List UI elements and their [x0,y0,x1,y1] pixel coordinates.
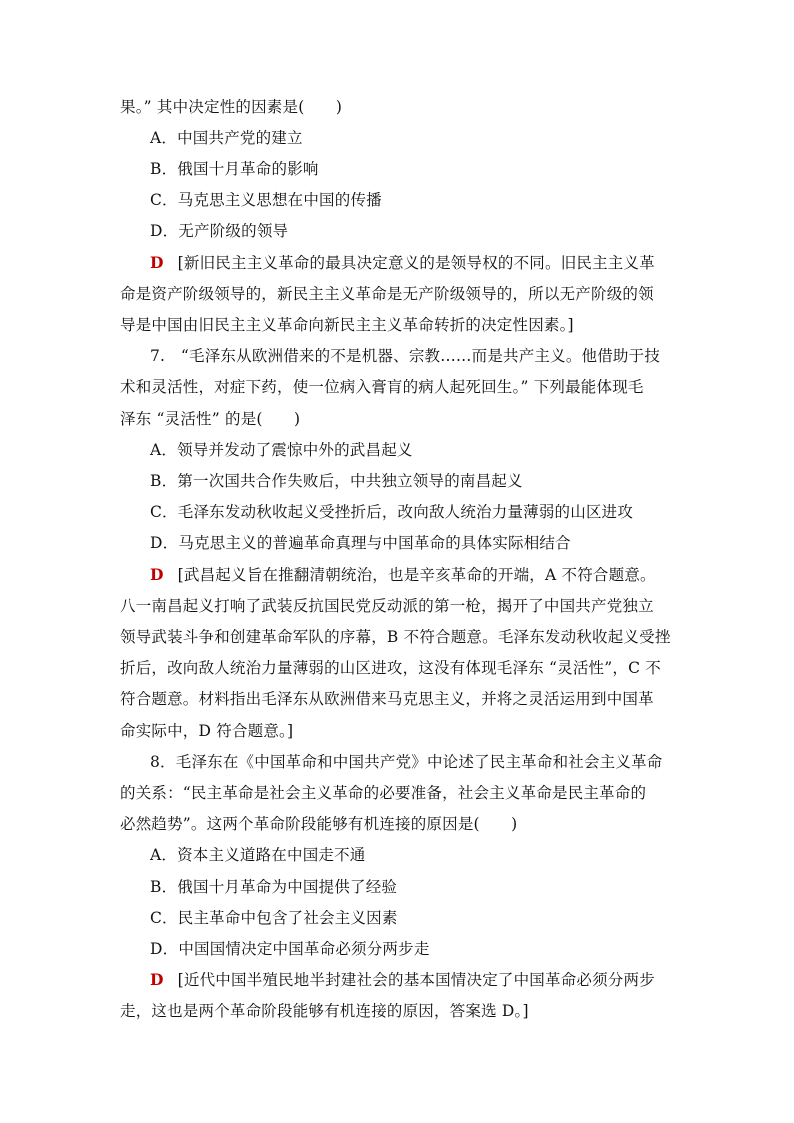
q8-explanation-line [150,970,655,990]
q8-answer-letter: D [150,970,164,989]
q6-option-b: B．俄国十月革命的影响 [150,160,319,178]
q8-option-c: C．民主革命中包含了社会主义因素 [150,909,398,927]
question-8-stem: 的关系：“民主革命是社会主义革命的必要准备，社会主义革命是民主革命的 [120,784,647,802]
q7-explanation-line: 折后，改向敌人统治力量薄弱的山区进攻，这没有体现毛泽东 “灵活性”，C 不 [120,659,661,677]
question-6-stem-end: 果。” 其中决定性的因素是( ) [120,98,343,116]
question-7-stem: 术和灵活性，对症下药，使一位病入膏肓的病人起死回生。” 下列最能体现毛 [120,378,644,396]
q7-explanation-line: 领导武装斗争和创建革命军队的序幕，B 不符合题意。毛泽东发动秋收起义受挫 [120,628,671,646]
question-7-stem: 泽东 “灵活性” 的是( ) [120,410,301,428]
question-8-stem: 8．毛泽东在《中国革命和中国共产党》中论述了民主革命和社会主义革命 [150,753,663,771]
q7-option-c: C．毛泽东发动秋收起义受挫折后，改向敌人统治力量薄弱的山区进攻 [150,503,634,521]
q8-option-d: D．中国国情决定中国革命必须分两步走 [150,940,430,958]
q8-explanation-line: 走，这也是两个革命阶段能够有机连接的原因，答案选 D。] [120,1002,529,1020]
q6-explanation-line: 导是中国由旧民主主义革命向新民主主义革命转折的决定性因素。] [120,316,574,334]
q7-answer-letter: D [150,565,164,584]
question-7-stem: 7. “毛泽东从欧洲借来的不是机器、宗教……而是共产主义。他借助于技 [150,347,661,365]
q6-answer-letter: D [150,253,164,272]
q6-option-a: A．中国共产党的建立 [150,129,303,147]
q6-option-d: D．无产阶级的领导 [150,222,289,240]
q7-explanation-text: [武昌起义旨在推翻清朝统治，也是辛亥革命的开端，A 不符合题意。 [177,566,656,584]
q7-explanation-line [150,565,656,585]
q7-option-d: D．马克思主义的普遍革命真理与中国革命的具体实际相结合 [150,534,571,552]
q8-option-b: B．俄国十月革命为中国提供了经验 [150,878,398,896]
q7-explanation-line: 命实际中，D 符合题意。] [120,722,294,740]
q6-explanation-text: [新旧民主主义革命的最具决定意义的是领导权的不同。旧民主主义革 [177,254,655,272]
q6-explanation-line: 命是资产阶级领导的，新民主主义革命是无产阶级领导的，所以无产阶级的领 [120,285,654,303]
q6-option-c: C．马克思主义思想在中国的传播 [150,191,382,209]
q7-explanation-line: 八一南昌起义打响了武装反抗国民党反动派的第一枪，揭开了中国共产党独立 [120,597,654,615]
q8-explanation-text: [近代中国半殖民地半封建社会的基本国情决定了中国革命必须分两步 [177,971,655,989]
q6-explanation-line [150,253,655,273]
q7-option-a: A．领导并发动了震惊中外的武昌起义 [150,441,413,459]
question-8-stem: 必然趋势”。这两个革命阶段能够有机连接的原因是( ) [120,815,518,833]
q8-option-a: A．资本主义道路在中国走不通 [150,846,366,864]
q7-option-b: B．第一次国共合作失败后，中共独立领导的南昌起义 [150,472,523,490]
q7-explanation-line: 符合题意。材料指出毛泽东从欧洲借来马克思主义，并将之灵活运用到中国革 [120,690,654,708]
